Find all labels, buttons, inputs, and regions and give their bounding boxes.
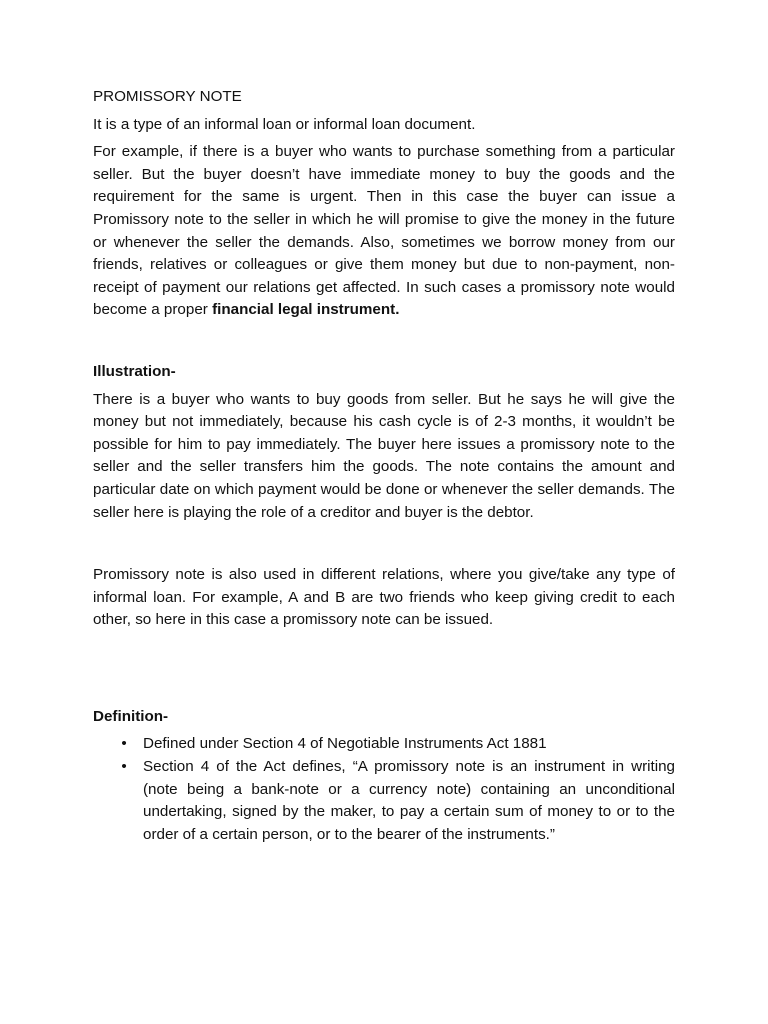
- example-paragraph: [93, 141, 675, 322]
- definition-bullet-text: Defined under Section 4 of Negotiable Instruments Act 1881: [143, 735, 547, 753]
- illustration-paragraph: There is a buyer who wants to buy goods from seller. But he says he will give the money but not immediately, because his cash cycle is of 2-3 months, it wouldn’t be possible for him to pay immediately. The buyer here issues a promissory note to the seller and the seller transfers him the goods. The note contains the amount and particular date on which payment would be done or whenever the seller demands. The seller here is playing the role of a creditor and buyer is the debtor.: [93, 390, 675, 521]
- document-body: [93, 86, 675, 846]
- spacer: [93, 637, 675, 706]
- relations-paragraph: Promissory note is also used in different relations, where you give/take any type of informal loan. For example, A and B are two friends who keep giving credit to each other, so here in this case a promissory note can be issued.: [93, 566, 675, 629]
- spacer: [93, 327, 675, 361]
- document-title: PROMISSORY NOTE: [93, 88, 242, 105]
- definition-heading: Definition-: [93, 707, 169, 725]
- intro-paragraph: It is a type of an informal loan or informal loan document.: [93, 115, 476, 133]
- definition-list: [93, 733, 675, 846]
- definition-list-item: [93, 756, 675, 846]
- example-paragraph-text: For example, if there is a buyer who wants to purchase something from a particular seller. But the buyer doesn’t have immediate money to buy the goods and the requirement for the same is urgent. Then in this case the buyer can issue a Promissory note to the seller in which he will promise to give the money in the future or whenever the seller the demands. Also, sometimes we borrow money from our friends, relatives or colleagues or give them money but due to non-payment, non-receipt of payment our relations get affected. In such cases a promissory note would become a proper: [93, 143, 675, 319]
- definition-list-item: [93, 733, 675, 756]
- illustration-heading: Illustration-: [93, 362, 176, 380]
- bullet-icon: •: [121, 735, 127, 753]
- example-bold-term: financial legal instrument.: [212, 301, 400, 319]
- bullet-icon: •: [121, 758, 127, 776]
- spacer: [93, 529, 675, 564]
- definition-bullet-text: Section 4 of the Act defines, “A promissory note is an instrument in writing (note being a bank-note or a currency note) containing an unconditional undertaking, signed by the maker, to pay a certain sum of money to or to the order of a certain person, or to the bearer of the instruments.”: [143, 758, 675, 843]
